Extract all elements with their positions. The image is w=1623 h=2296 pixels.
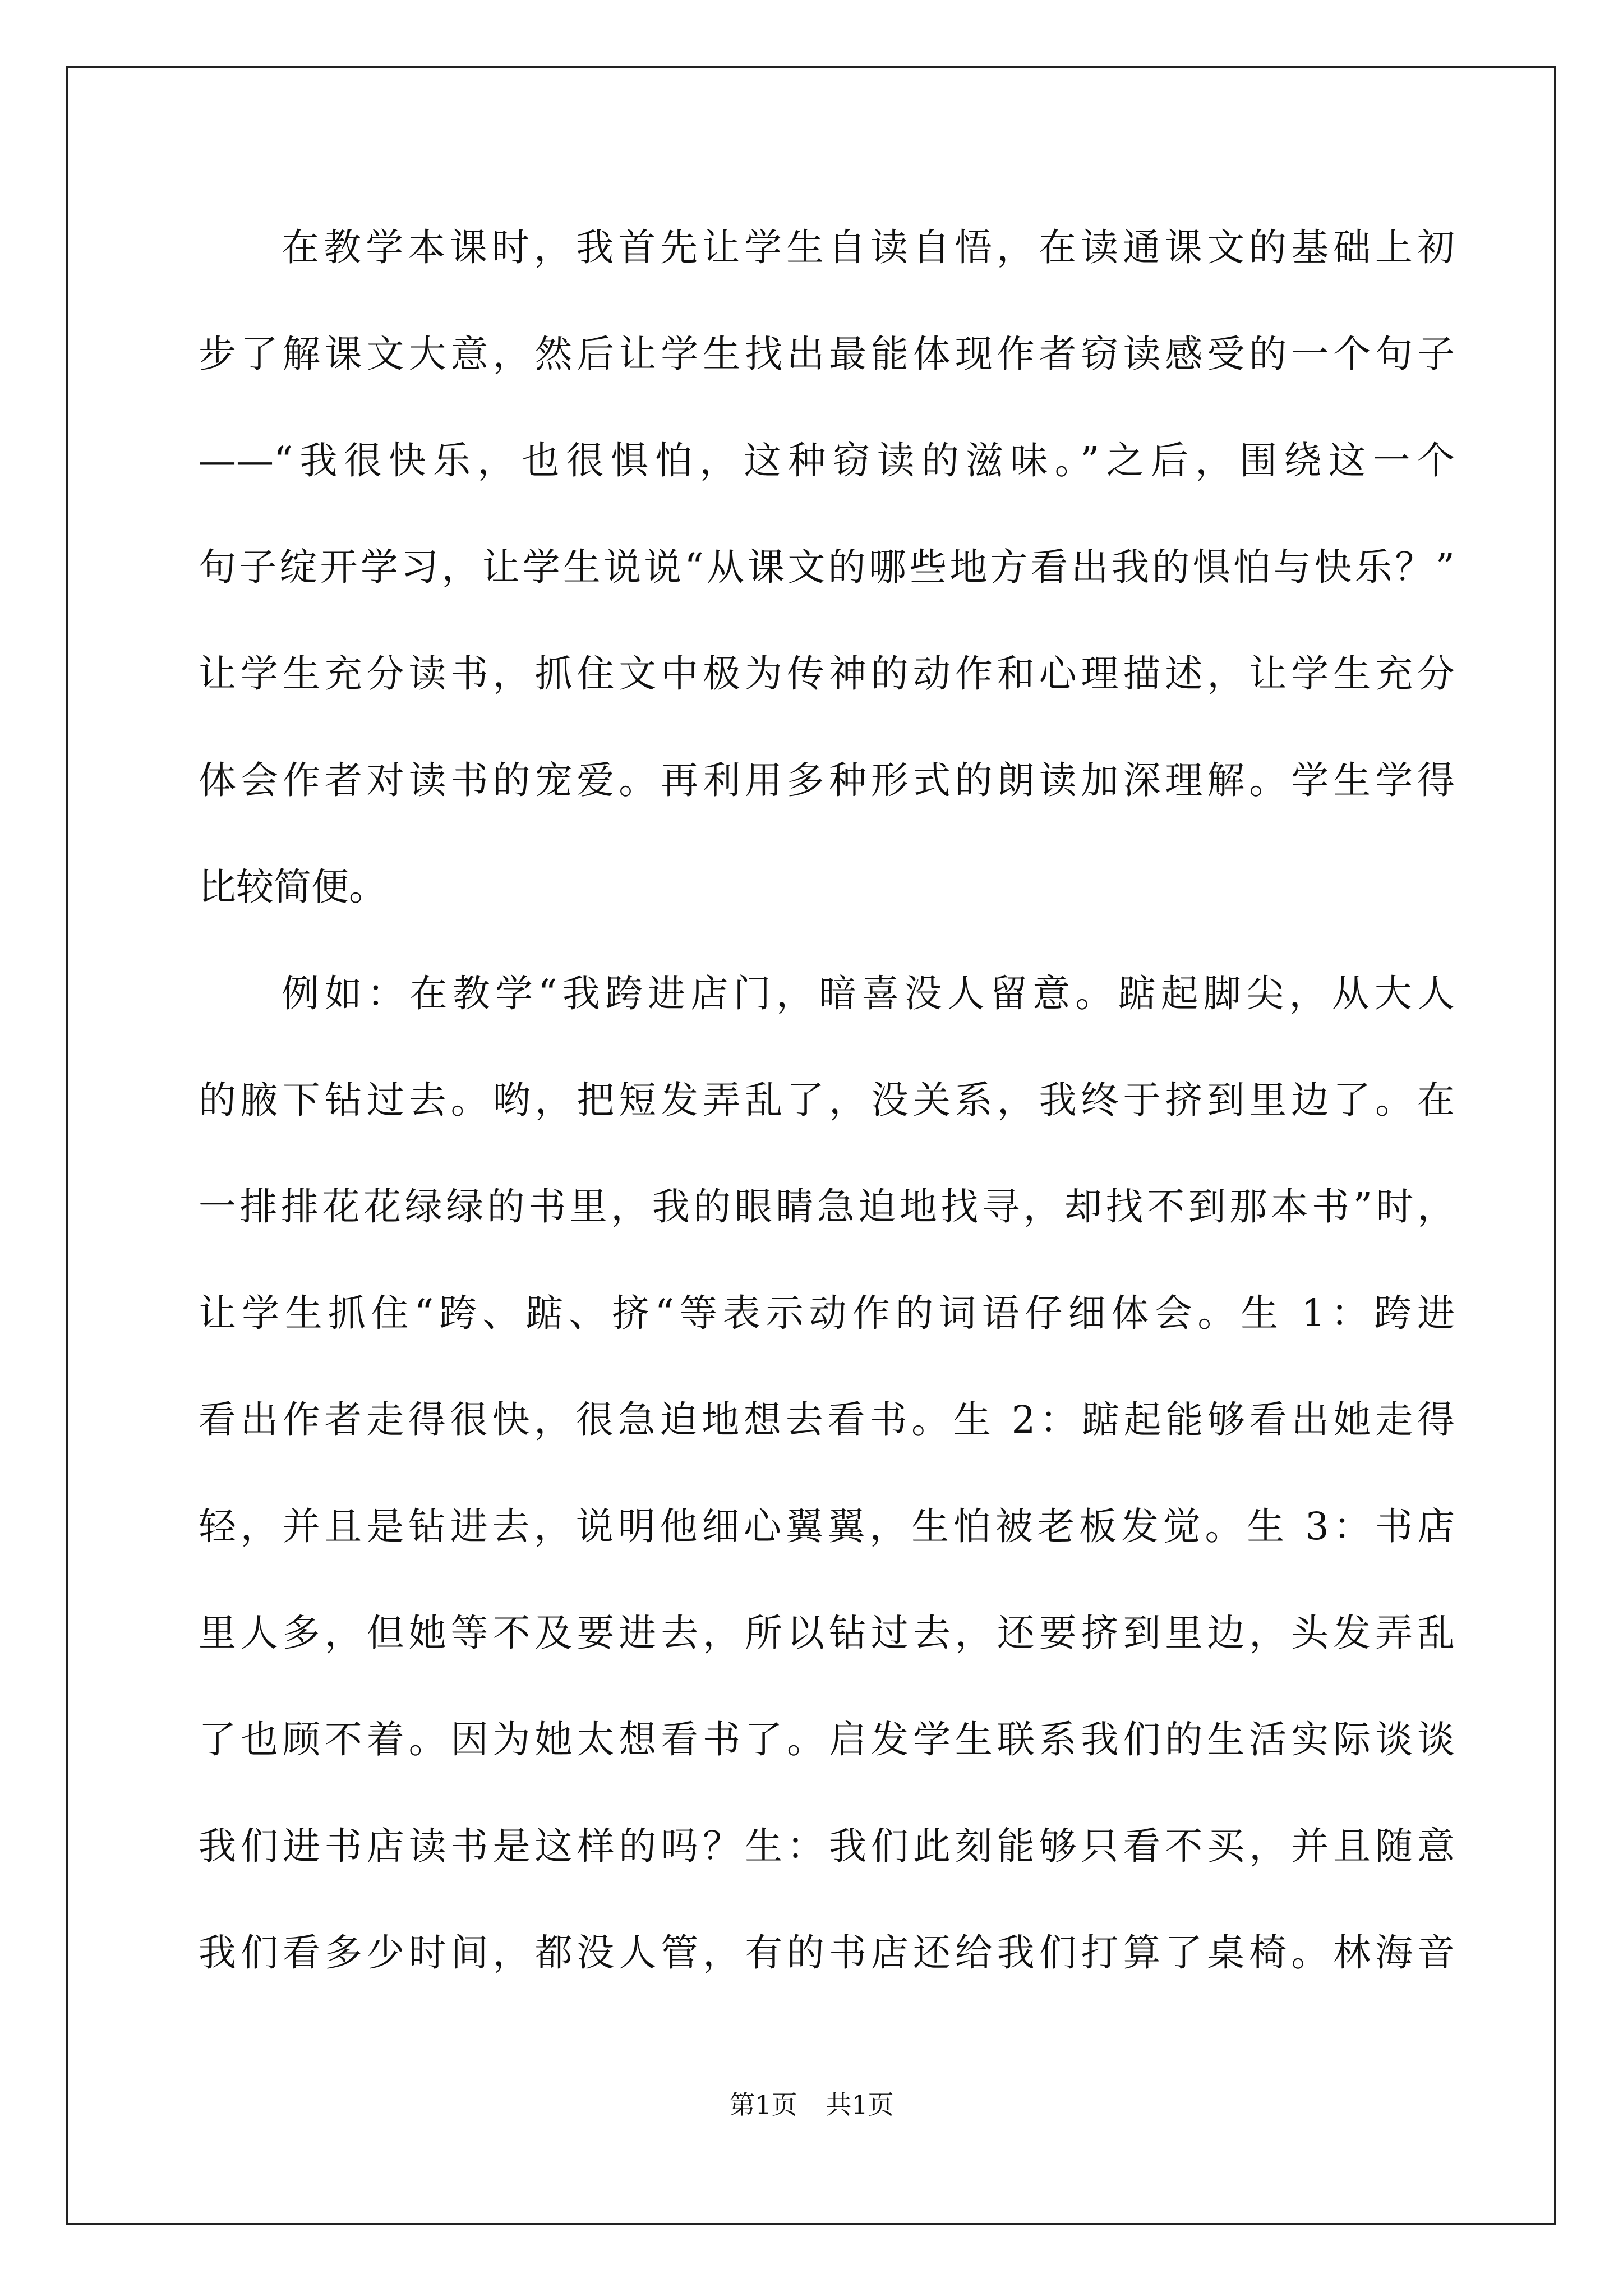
text-line: 轻，并且是钻进去，说明他细心翼翼，生怕被老板发觉。生 3：书店 [199,1504,1455,1548]
paragraph-2 [199,968,1455,2033]
text-line: 一排排花花绿绿的书里，我的眼睛急迫地找寻，却找不到那本书”时， [199,1185,1455,1228]
text-line: 步了解课文大意，然后让学生找出最能体现作者窃读感受的一个句子 [199,332,1455,376]
text-line: 的腋下钻过去。哟，把短发弄乱了，没关系，我终于挤到里边了。在 [199,1078,1455,1122]
text-line: 在教学本课时，我首先让学生自读自悟，在读通课文的基础上初 [282,226,1455,269]
text-line: 让学生抓住“跨、踮、挤“等表示动作的词语仔细体会。生 1：跨进 [199,1291,1455,1335]
text-line: 例如：在教学“我跨进店门，暗喜没人留意。踮起脚尖，从大人 [282,972,1455,1015]
text-line: 里人多，但她等不及要进去，所以钻过去，还要挤到里边，头发弄乱 [199,1611,1455,1655]
text-line: 体会作者对读书的宠爱。再利用多种形式的朗读加深理解。学生学得 [199,758,1455,802]
text-line: 让学生充分读书，抓住文中极为传神的动作和心理描述，让学生充分 [199,652,1455,696]
text-line: 我们看多少时间，都没人管，有的书店还给我们打算了桌椅。林海音 [199,1931,1455,1975]
document-body [199,222,1455,2033]
page-number: 第1页 [729,2090,797,2120]
text-line: ——“我很快乐，也很惧怕，这种窃读的滋味。”之后，围绕这一个 [199,439,1455,482]
paragraph-1 [199,222,1455,968]
text-line: 句子绽开学习，让学生说说“从课文的哪些地方看出我的惧怕与快乐？” [199,545,1455,589]
page-total: 共1页 [826,2090,894,2120]
page-footer [0,2088,1623,2122]
text-line: 比较简便。 [199,865,386,909]
text-line: 看出作者走得很快，很急迫地想去看书。生 2：踮起能够看出她走得 [199,1398,1455,1442]
text-line: 我们进书店读书是这样的吗？生：我们此刻能够只看不买，并且随意 [199,1824,1455,1868]
text-line: 了也顾不着。因为她太想看书了。启发学生联系我们的生活实际谈谈 [199,1718,1455,1761]
